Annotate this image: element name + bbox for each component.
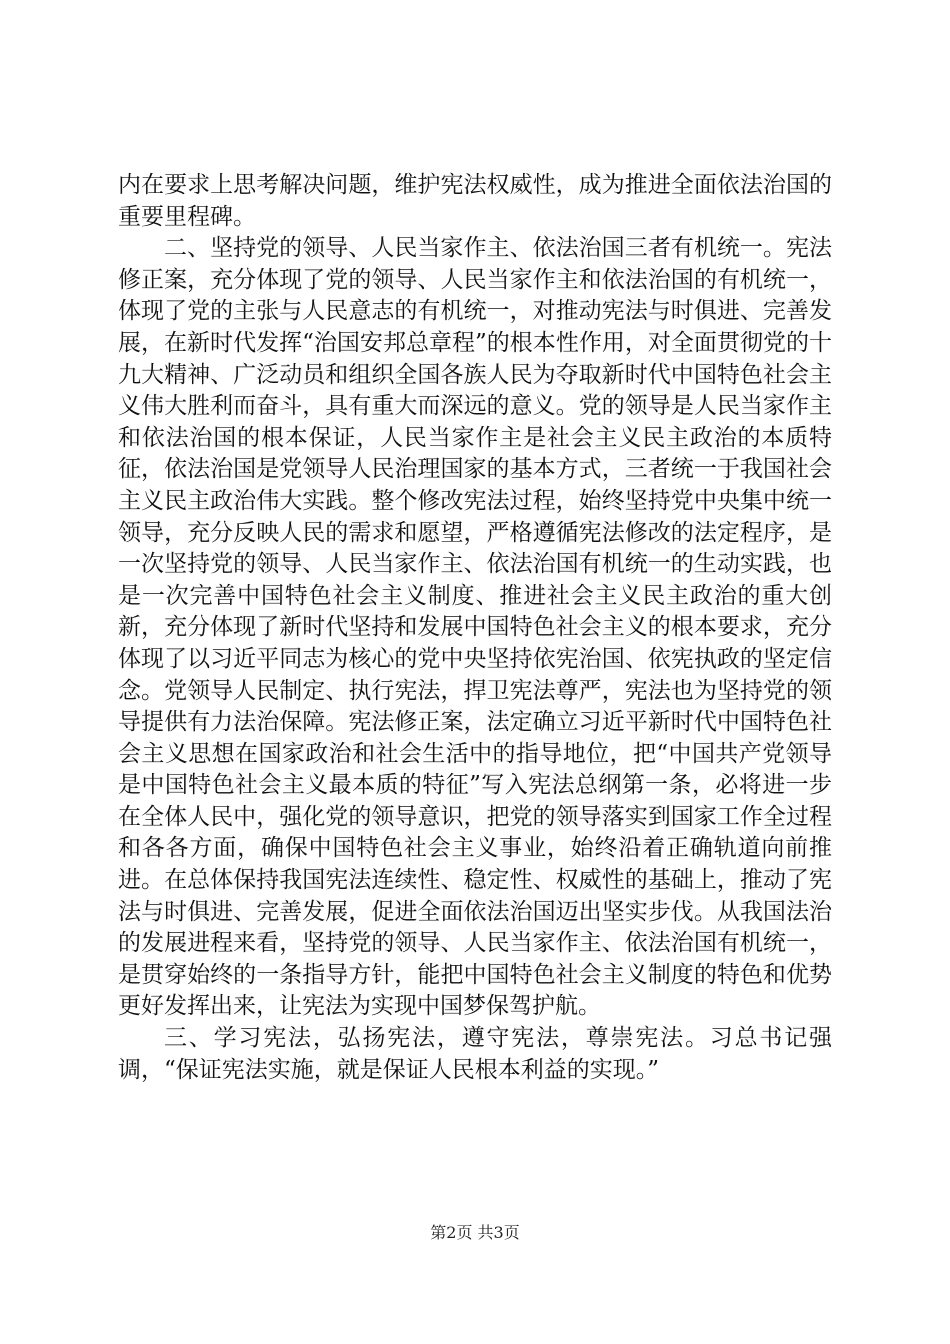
paragraph-section-three: 三、学习宪法，弘扬宪法，遵守宪法，尊崇宪法。习总书记强调，“保证宪法实施，就是保证人民根本利益的实现。” xyxy=(118,1025,832,1083)
page-footer: 第2页 共3页 xyxy=(430,1223,520,1242)
document-body xyxy=(118,170,832,1086)
paragraph-section-two: 二、坚持党的领导、人民当家作主、依法治国三者有机统一。宪法修正案，充分体现了党的领导、人民当家作主和依法治国的有机统一，体现了党的主张与人民意志的有机统一，对推动宪法与时俱进、完善发展，在新时代发挥“治国安邦总章程”的根本性作用，对全面贯彻党的十九大精神、广泛动员和组织全国各族人民为夺取新时代中国特色社会主义伟大胜利而奋斗，具有重大而深远的意义。党的领导是人民当家作主和依法治国的根本保证，人民当家作主是社会主义民主政治的本质特征，依法治国是党领导人民治理国家的基本方式，三者统一于我国社会主义民主政治伟大实践。整个修改宪法过程，始终坚持党中央集中统一领导，充分反映人民的需求和愿望，严格遵循宪法修改的法定程序，是一次坚持党的领导、人民当家作主、依法治国有机统一的生动实践，也是一次完善中国特色社会主义制度、推进社会主义民主政治的重大创新，充分体现了新时代坚持和发展中国特色社会主义的根本要求，充分体现了以习近平同志为核心的党中央坚持依宪治国、依宪执政的坚定信念。党领导人民制定、执行宪法，捍卫宪法尊严，宪法也为坚持党的领导提供有力法治保障。宪法修正案，法定确立习近平新时代中国特色社会主义思想在国家政治和社会生活中的指导地位，把“中国共产党领导是中国特色社会主义最本质的特征”写入宪法总纲第一条，必将进一步在全体人民中，强化党的领导意识，把党的领导落实到国家工作全过程和各各方面，确保中国特色社会主义事业，始终沿着正确轨道向前推进。在总体保持我国宪法连续性、稳定性、权威性的基础上，推动了宪法与时俱进、完善发展，促进全面依法治国迈出坚实步伐。从我国法治的发展进程来看，坚持党的领导、人民当家作主、依法治国有机统一，是贯穿始终的一条指导方针，能把中国特色社会主义制度的特色和优势更好发挥出来，让宪法为实现中国梦保驾护航。 xyxy=(118,235,832,1020)
paragraph-continuation: 内在要求上思考解决问题，维护宪法权威性，成为推进全面依法治国的重要里程碑。 xyxy=(118,172,832,230)
